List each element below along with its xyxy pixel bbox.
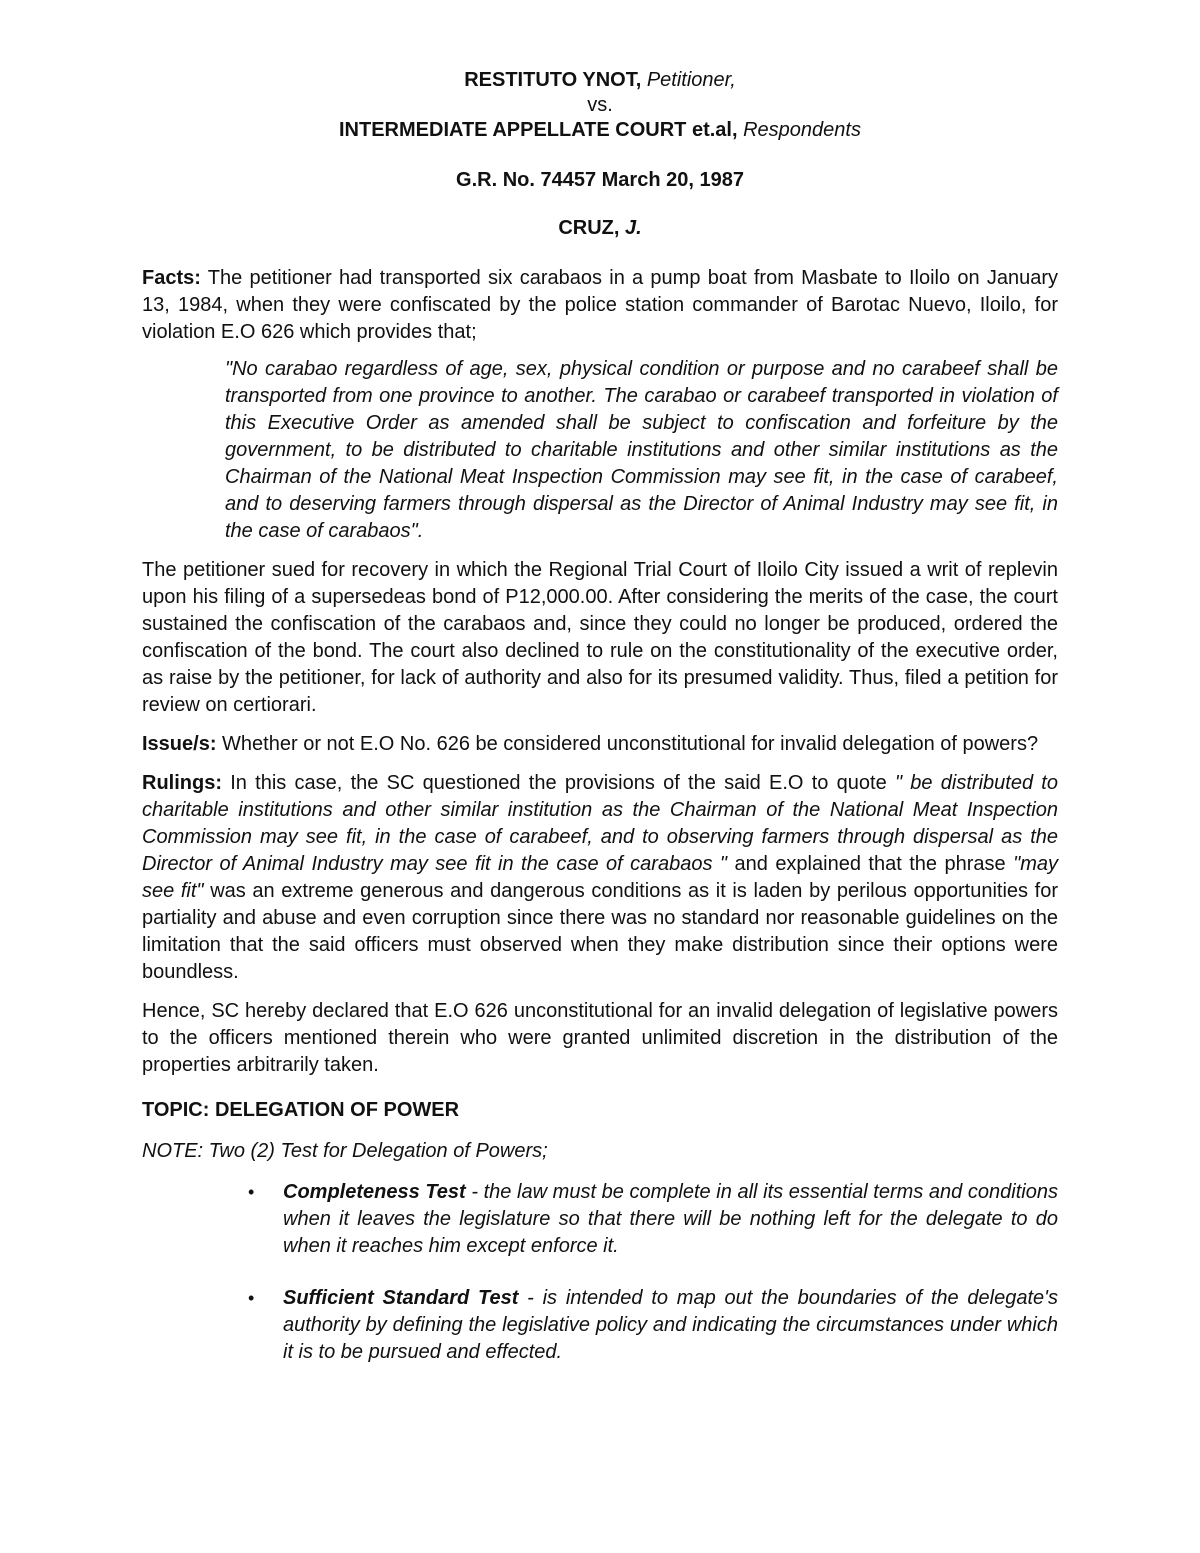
facts-text: The petitioner had transported six carabaos in a pump boat from Masbate to Iloilo on January 13, 1984, when they were confiscated by the police station commander of Barotac Nuevo, Iloilo, for violation E.O 626 which provides that; [142, 267, 1058, 343]
issue-text: Whether or not E.O No. 626 be considered unconstitutional for invalid delegation of powers? [222, 733, 1039, 755]
rulings-quote: " be distributed to charitable institutions and other similar institution as the Chairman of the National Meat Inspection Commission may see fit, in the case of carabeef, and to observing farmers through dispersal as the Director of Animal Industry may see fit in the case of carabaos " [142, 772, 1058, 875]
test-term: Completeness Test [283, 1181, 466, 1203]
delegation-tests-list [142, 1179, 1058, 1366]
bullet-icon: • [248, 1182, 255, 1202]
test-term: Sufficient Standard Test [283, 1287, 519, 1309]
versus-line: vs. [587, 94, 613, 116]
respondent-role: Respondents [743, 119, 861, 141]
respondent-name: INTERMEDIATE APPELLATE COURT et.al, [339, 119, 738, 141]
justice-suffix: J. [624, 217, 642, 239]
petitioner-name: RESTITUTO YNOT, [464, 69, 642, 91]
test-definition: - the law must be complete in all its essential terms and conditions when it leaves the legislature so that there will be nothing left for the delegate to do when it reaches him except enforce it. [283, 1181, 1058, 1257]
rulings-intro: In this case, the SC questioned the provisions of the said E.O to quote [230, 772, 887, 794]
facts-label: Facts: [142, 267, 201, 289]
justice-name: CRUZ, [558, 217, 620, 239]
rulings-phrase: "may see fit" [142, 853, 1058, 902]
document-page [142, 68, 1058, 1366]
bullet-icon: • [248, 1288, 255, 1308]
respondent-line [142, 118, 1058, 143]
rulings-rest: was an extreme generous and dangerous conditions as it is laden by perilous opportunities for partiality and abuse and even corruption since there was no standard nor reasonable guidelines on the limitation that the said officers must observed when they make distribution since their options were boundless. [142, 880, 1058, 983]
rulings-label: Rulings: [142, 772, 222, 794]
ponente-line [142, 216, 1058, 241]
list-item-sufficient-standard-test [248, 1285, 1058, 1366]
petitioner-line [142, 68, 1058, 93]
issue-paragraph [142, 731, 1058, 758]
topic-heading: TOPIC: DELEGATION OF POWER [142, 1099, 460, 1121]
petitioner-role: Petitioner, [646, 69, 736, 91]
test-definition: - is intended to map out the boundaries of the delegate's authority by defining the legislative policy and indicating the circumstances under which it is to be pursued and effected. [283, 1287, 1058, 1363]
case-caption [142, 68, 1058, 241]
list-item-completeness-test [248, 1179, 1058, 1260]
rulings-paragraph [142, 770, 1058, 986]
facts-paragraph [142, 265, 1058, 346]
executive-order-quote: "No carabao regardless of age, sex, physical condition or purpose and no carabeef shall be transported from one province to another. The carabao or carabeef transported in violation of this Executive Order as amended shall be subject to confiscation and forfeiture by the government, to be distributed to charitable institutions and other similar institutions as the Chairman of the National Meat Inspection Commission may see fit, in the case of carabeef, and to deserving farmers through dispersal as the Director of Animal Industry may see fit, in the case of carabaos". [225, 358, 1058, 542]
rulings-conclusion: Hence, SC hereby declared that E.O 626 unconstitutional for an invalid delegation of legislative powers to the officers mentioned therein who were granted unlimited discretion in the distribution of the properties arbitrarily taken. [142, 1000, 1058, 1076]
rulings-mid: and explained that the phrase [734, 853, 1006, 875]
issue-label: Issue/s: [142, 733, 217, 755]
case-number: G.R. No. 74457 March 20, 1987 [456, 169, 744, 191]
note-line: NOTE: Two (2) Test for Delegation of Powers; [142, 1140, 548, 1162]
facts-continuation: The petitioner sued for recovery in which the Regional Trial Court of Iloilo City issued a writ of replevin upon his filing of a supersedeas bond of P12,000.00. After considering the merits of the case, the court sustained the confiscation of the carabaos and, since they could no longer be produced, ordered the confiscation of the bond. The court also declined to rule on the constitutionality of the executive order, as raise by the petitioner, for lack of authority and also for its presumed validity. Thus, filed a petition for review on certiorari. [142, 559, 1058, 716]
